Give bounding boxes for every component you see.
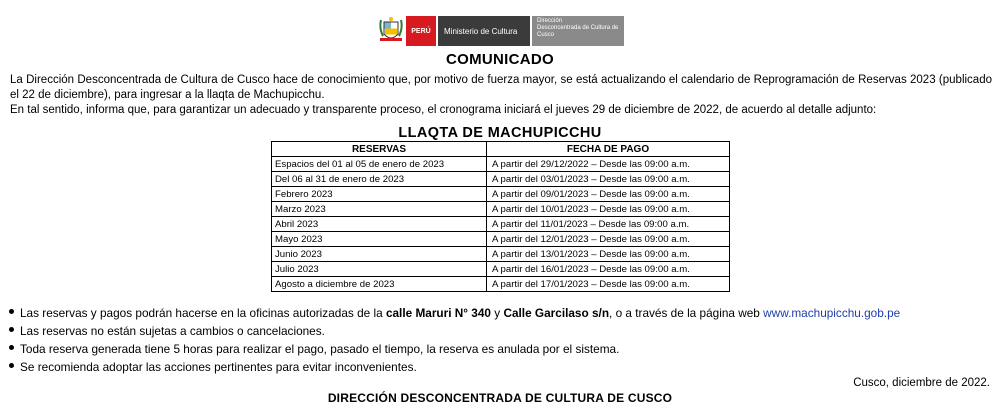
list-item [8, 358, 998, 376]
table-row [272, 277, 730, 292]
website-link[interactable]: www.machupicchu.gob.pe [763, 306, 901, 320]
payment-date-cell: A partir del 13/01/2023 – Desde las 09:00 a.m. [487, 247, 730, 262]
header-logos [0, 14, 1000, 48]
list-item [8, 322, 998, 340]
list-item [8, 340, 998, 358]
schedule-table [271, 141, 730, 292]
intro-paragraph-2: En tal sentido, informa que, para garantizar un adecuado y transparente proceso, el cronograma iniciará el jueves 29 de diciembre de 2022, de acuerdo al detalle adjunto: [10, 104, 877, 116]
table-row [272, 187, 730, 202]
table-row [272, 232, 730, 247]
directorate-logo: Dirección Desconcentrada de Cultura de Cusco [532, 16, 624, 46]
list-item [8, 304, 998, 322]
ministry-logo [438, 16, 530, 46]
ministry-label: Ministerio de Cultura [444, 26, 518, 36]
reservation-cell: Julio 2023 [272, 262, 487, 277]
reservation-cell: Abril 2023 [272, 217, 487, 232]
office-address-2: Calle Garcilaso s/n [503, 306, 610, 320]
note-text: , o a través de la página web [609, 306, 764, 320]
note-text: Las reservas no están sujetas a cambios o cancelaciones. [20, 324, 325, 338]
payment-date-cell: A partir del 10/01/2023 – Desde las 09:00 a.m. [487, 202, 730, 217]
table-row [272, 172, 730, 187]
payment-date-cell: A partir del 29/12/2022 – Desde las 09:00 a.m. [487, 157, 730, 172]
payment-date-cell: A partir del 16/01/2023 – Desde las 09:00 a.m. [487, 262, 730, 277]
note-text: y [490, 306, 504, 320]
table-row [272, 262, 730, 277]
table-row [272, 157, 730, 172]
payment-date-cell: A partir del 09/01/2023 – Desde las 09:00 a.m. [487, 187, 730, 202]
reservation-cell: Espacios del 01 al 05 de enero de 2023 [272, 157, 487, 172]
table-row [272, 202, 730, 217]
note-text: Se recomienda adoptar las acciones pertinentes para evitar inconvenientes. [20, 360, 417, 374]
note-text: Las reservas y pagos podrán hacerse en la oficinas autorizadas de la [20, 306, 386, 320]
notes-list [8, 304, 998, 376]
payment-date-cell: A partir del 03/01/2023 – Desde las 09:00 a.m. [487, 172, 730, 187]
note-text: Toda reserva generada tiene 5 horas para realizar el pago, pasado el tiempo, la reserva es anulada por el sistema. [20, 342, 620, 356]
coat-of-arms-icon [378, 16, 404, 46]
page-title: COMUNICADO [446, 51, 554, 68]
table-header-row [272, 142, 730, 157]
table-title: LLAQTA DE MACHUPICCHU [398, 125, 602, 141]
peru-logo [406, 16, 436, 46]
column-header-fecha: FECHA DE PAGO [487, 142, 730, 157]
payment-date-cell: A partir del 17/01/2023 – Desde las 09:00 a.m. [487, 277, 730, 292]
office-address-1: calle Maruri N° 340 [385, 306, 491, 320]
payment-date-cell: A partir del 12/01/2023 – Desde las 09:00 a.m. [487, 232, 730, 247]
date-line: Cusco, diciembre de 2022. [853, 377, 990, 389]
intro-paragraph-1: La Dirección Desconcentrada de Cultura de Cusco hace de conocimiento que, por motivo de fuerza mayor, se está actualizando el calendario de Reprogramación de Reservas 2023 (publicado el 22 de diciembre), para ingresar a la llaqta de Machupicchu. [10, 74, 992, 101]
reservation-cell: Mayo 2023 [272, 232, 487, 247]
payment-date-cell: A partir del 11/01/2023 – Desde las 09:00 a.m. [487, 217, 730, 232]
table-row [272, 217, 730, 232]
intro-text [10, 73, 992, 118]
reservation-cell: Junio 2023 [272, 247, 487, 262]
peru-label: PERÚ [411, 27, 431, 35]
column-header-reservas: RESERVAS [272, 142, 487, 157]
table-row [272, 247, 730, 262]
signature-line: DIRECCIÓN DESCONCENTRADA DE CULTURA DE CUSCO [327, 391, 673, 405]
reservation-cell: Del 06 al 31 de enero de 2023 [272, 172, 487, 187]
reservation-cell: Marzo 2023 [272, 202, 487, 217]
reservation-cell: Febrero 2023 [272, 187, 487, 202]
reservation-cell: Agosto a diciembre de 2023 [272, 277, 487, 292]
